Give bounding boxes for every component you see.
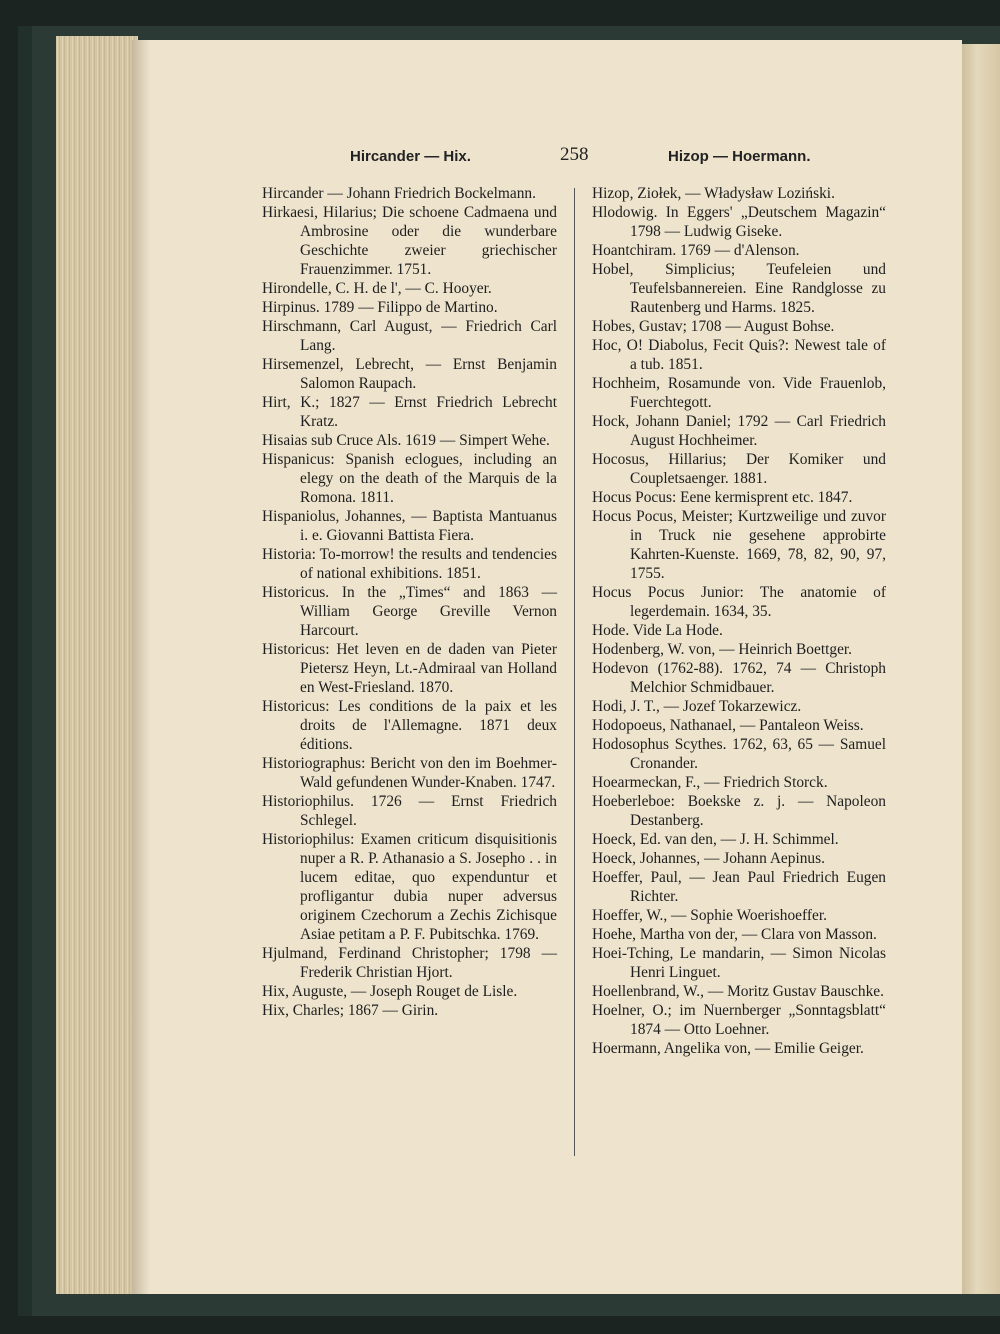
index-entry: Hoearmeckan, F., — Friedrich Storck. bbox=[592, 774, 828, 791]
index-entry: Hix, Charles; 1867 — Girin. bbox=[262, 1002, 439, 1019]
index-entry: Hirsemenzel, Lebrecht, — Ernst Benjamin Salomon Raupach. bbox=[262, 356, 557, 392]
gutter-shadow bbox=[132, 40, 150, 1294]
index-entry: Hirpinus. 1789 — Filippo de Martino. bbox=[262, 299, 498, 316]
right-column bbox=[592, 184, 886, 1058]
index-entry: Hodi, J. T., — Jozef Tokarzewicz. bbox=[592, 698, 802, 715]
index-entry: Historiographus: Bericht von den im Boehmer-Wald gefundenen Wunder-Knaben. 1747. bbox=[262, 755, 557, 791]
index-entry: Hodopoeus, Nathanael, — Pantaleon Weiss. bbox=[592, 717, 864, 734]
index-entry: Historicus. In the „Times“ and 1863 — William George Greville Vernon Harcourt. bbox=[262, 584, 557, 639]
index-entry: Hocosus, Hillarius; Der Komiker und Coupletsaenger. 1881. bbox=[592, 451, 886, 487]
index-entry: Hispanicus: Spanish eclogues, including an elegy on the death of the Marquis de la Romona. 1811. bbox=[262, 451, 557, 506]
index-entry: Hoeck, Ed. van den, — J. H. Schimmel. bbox=[592, 831, 839, 848]
index-entry: Hobel, Simplicius; Teufeleien und Teufelsbannereien. Eine Randglosse zu Rautenberg und Harms. 1825. bbox=[592, 261, 886, 316]
index-entry: Hocus Pocus, Meister; Kurtzweilige und zuvor in Truck nie gesehene approbirte Kahrten-Kuenste. 1669, 78, 82, 90, 97, 1755. bbox=[592, 508, 886, 582]
index-entry: Hoehe, Martha von der, — Clara von Masson. bbox=[592, 926, 877, 943]
index-entry: Hlodowig. In Eggers' „Deutschem Magazin“ 1798 — Ludwig Giseke. bbox=[592, 204, 886, 240]
index-entry: Hocus Pocus: Eene kermisprent etc. 1847. bbox=[592, 489, 853, 506]
index-entry: Hock, Johann Daniel; 1792 — Carl Friedrich August Hochheimer. bbox=[592, 413, 886, 449]
index-entry: Hirschmann, Carl August, — Friedrich Carl Lang. bbox=[262, 318, 557, 354]
index-entry: Hoellenbrand, W., — Moritz Gustav Bauschke. bbox=[592, 983, 884, 1000]
index-entry: Hispaniolus, Johannes, — Baptista Mantuanus i. e. Giovanni Battista Fiera. bbox=[262, 508, 557, 544]
index-entry: Hoermann, Angelika von, — Emilie Geiger. bbox=[592, 1040, 864, 1057]
index-entry: Historicus: Het leven en de daden van Pieter Pietersz Heyn, Lt.-Admiraal van Holland en West-Friesland. 1870. bbox=[262, 641, 557, 696]
index-entry: Hodevon (1762-88). 1762, 74 — Christoph Melchior Schmidbauer. bbox=[592, 660, 886, 696]
index-entry: Hircander — Johann Friedrich Bockelmann. bbox=[262, 185, 536, 202]
index-entry: Hoeck, Johannes, — Johann Aepinus. bbox=[592, 850, 825, 867]
running-head-left: Hircander — Hix. bbox=[350, 148, 471, 165]
index-entry: Hoantchiram. 1769 — d'Alenson. bbox=[592, 242, 800, 259]
index-entry: Hocus Pocus Junior: The anatomie of legerdemain. 1634, 35. bbox=[592, 584, 886, 620]
index-entry: Hoc, O! Diabolus, Fecit Quis?: Newest tale of a tub. 1851. bbox=[592, 337, 886, 373]
index-entry: Hoeberleboe: Boekske z. j. — Napoleon Destanberg. bbox=[592, 793, 886, 829]
left-column bbox=[262, 184, 557, 1020]
index-entry: Hoelner, O.; im Nuernberger „Sonntagsblatt“ 1874 — Otto Loehner. bbox=[592, 1002, 886, 1038]
index-entry: Hirondelle, C. H. de l', — C. Hooyer. bbox=[262, 280, 492, 297]
page-number: 258 bbox=[560, 144, 589, 165]
index-entry: Hisaias sub Cruce Als. 1619 — Simpert Wehe. bbox=[262, 432, 550, 449]
index-entry: Historiophilus. 1726 — Ernst Friedrich Schlegel. bbox=[262, 793, 557, 829]
index-entry: Historia: To-morrow! the results and tendencies of national exhibitions. 1851. bbox=[262, 546, 557, 582]
index-entry: Hochheim, Rosamunde von. Vide Frauenlob, Fuerchtegott. bbox=[592, 375, 886, 411]
index-entry: Hizop, Ziołek, — Władysław Loziński. bbox=[592, 185, 835, 202]
index-entry: Historicus: Les conditions de la paix et les droits de l'Allemagne. 1871 deux éditions. bbox=[262, 698, 557, 753]
page-edges bbox=[56, 36, 138, 1294]
index-entry: Hoei-Tching, Le mandarin, — Simon Nicolas Henri Linguet. bbox=[592, 945, 886, 981]
running-head-right: Hizop — Hoermann. bbox=[668, 148, 811, 165]
index-entry: Hodosophus Scythes. 1762, 63, 65 — Samuel Cronander. bbox=[592, 736, 886, 772]
index-entry: Hirkaesi, Hilarius; Die schoene Cadmaena und Ambrosine oder die wunderbare Geschichte zweier griechischer Frauenzimmer. 1751. bbox=[262, 204, 557, 278]
index-entry: Hix, Auguste, — Joseph Rouget de Lisle. bbox=[262, 983, 518, 1000]
index-entry: Hoeffer, W., — Sophie Woerishoeffer. bbox=[592, 907, 827, 924]
column-divider bbox=[574, 188, 575, 1156]
index-entry: Hodenberg, W. von, — Heinrich Boettger. bbox=[592, 641, 853, 658]
index-entry: Hirt, K.; 1827 — Ernst Friedrich Lebrecht Kratz. bbox=[262, 394, 557, 430]
index-entry: Hjulmand, Ferdinand Christopher; 1798 — Frederik Christian Hjort. bbox=[262, 945, 557, 981]
index-entry: Hode. Vide La Hode. bbox=[592, 622, 723, 639]
next-page-edge bbox=[962, 44, 1000, 1294]
book-spine-edge bbox=[18, 26, 32, 1316]
index-entry: Hoeffer, Paul, — Jean Paul Friedrich Eugen Richter. bbox=[592, 869, 886, 905]
index-entry: Hobes, Gustav; 1708 — August Bohse. bbox=[592, 318, 835, 335]
index-entry: Historiophilus: Examen criticum disquisitionis nuper a R. P. Athanasio a S. Josepho . . in lucem editae, quo expenduntur et profligantur dubia nuper adversus originem Czechorum a Zechis Zichisque Asiae petitam a P. F. Pubitschka. 1769. bbox=[262, 831, 557, 943]
